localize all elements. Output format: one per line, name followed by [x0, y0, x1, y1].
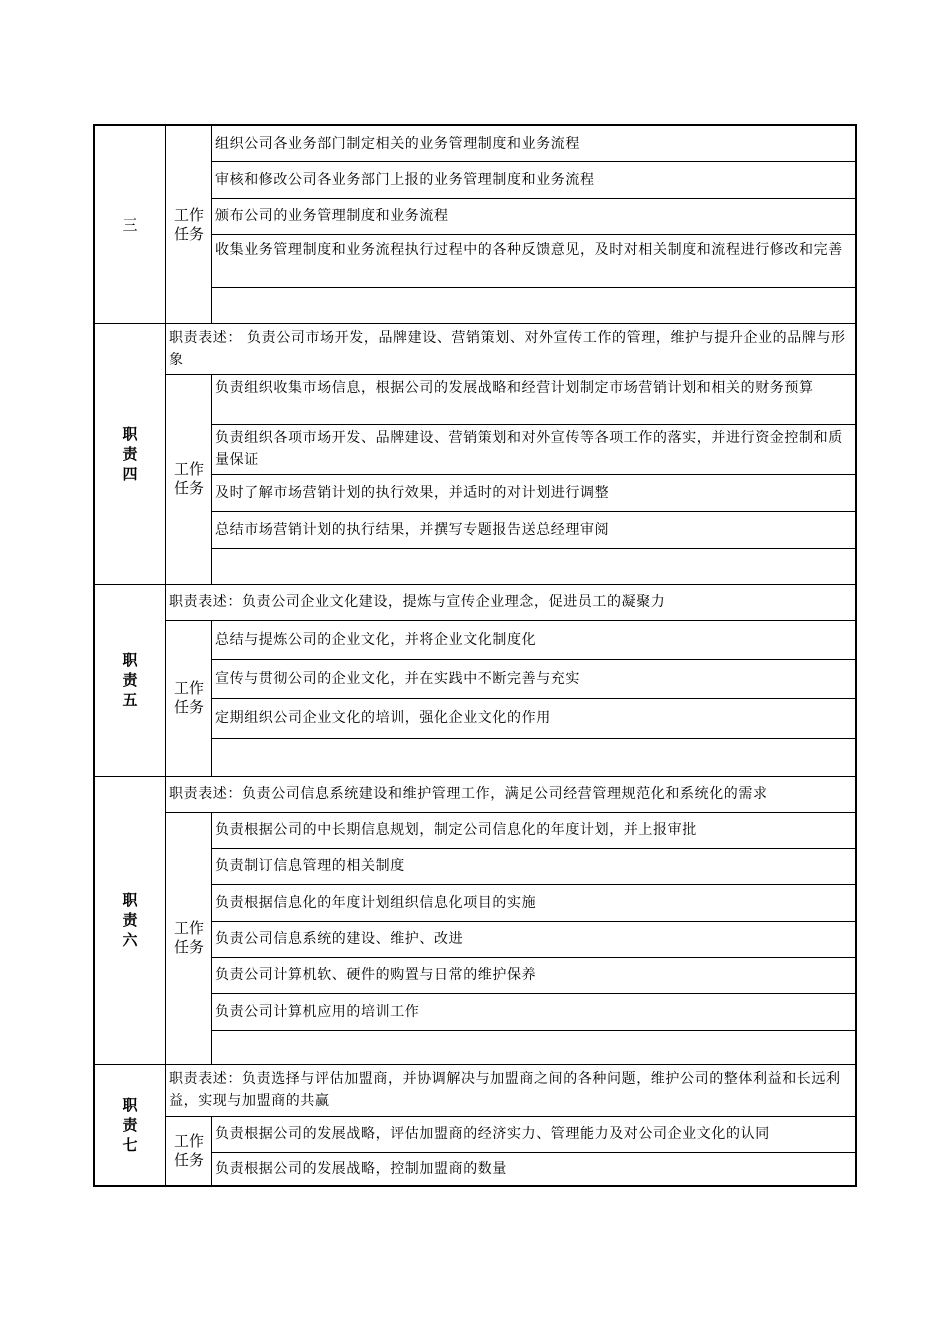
row-divider	[95, 776, 855, 777]
task-item: 负责根据公司的发展战略，评估加盟商的经济实力、管理能力及对公司企业文化的认同	[215, 1126, 770, 1142]
task-item: 定期组织公司企业文化的培训，强化企业文化的作用	[215, 710, 551, 726]
task-item: 及时了解市场营销计划的执行效果，并适时的对计划进行调整	[215, 484, 610, 501]
task-label: 工作 任务	[173, 460, 204, 497]
responsibility-statement: 职责表述： 负责公司市场开发，品牌建设、营销策划、对外宣传工作的管理，维护与提升企业的品牌与形象	[169, 329, 846, 368]
row-divider	[211, 424, 855, 425]
row-divider	[211, 1152, 855, 1153]
responsibility-table	[93, 124, 857, 1187]
task-item: 总结与提炼公司的企业文化，并将企业文化制度化	[215, 631, 537, 648]
task-item: 负责公司计算机软、硬件的购置与日常的维护保养	[215, 967, 537, 983]
row-divider	[165, 620, 855, 621]
task-item: 负责根据公司的中长期信息规划，制定公司信息化的年度计划，并上报审批	[215, 822, 697, 838]
task-item: 组织公司各业务部门制定相关的业务管理制度和业务流程	[215, 135, 580, 152]
task-item: 总结市场营销计划的执行结果，并撰写专题报告送总经理审阅	[215, 521, 610, 538]
row-divider	[211, 921, 855, 922]
row-divider	[95, 1064, 855, 1065]
task-item: 审核和修改公司各业务部门上报的业务管理制度和业务流程	[215, 171, 595, 188]
row-divider	[211, 698, 855, 699]
row-divider	[211, 1030, 855, 1031]
task-item: 负责根据公司的发展战略，控制加盟商的数量	[215, 1160, 507, 1177]
task-item: 负责制订信息管理的相关制度	[215, 858, 405, 874]
responsibility-statement: 职责表述：负责公司企业文化建设，提炼与宣传企业理念，促进员工的凝聚力	[169, 594, 666, 610]
task-item: 负责根据信息化的年度计划组织信息化项目的实施	[215, 894, 537, 911]
row-divider	[211, 848, 855, 849]
task-item: 宣传与贯彻公司的企业文化，并在实践中不断完善与充实	[215, 670, 580, 687]
section-number: 职 责 七	[122, 1095, 138, 1154]
row-divider	[211, 198, 855, 199]
row-divider	[165, 374, 855, 375]
column-divider	[165, 323, 166, 584]
section-number: 职 责 六	[122, 891, 138, 949]
row-divider	[211, 511, 855, 512]
row-divider	[211, 161, 855, 162]
section-number: 职 责 五	[122, 651, 138, 709]
row-divider	[211, 474, 855, 475]
responsibility-statement: 职责表述：负责选择与评估加盟商，并协调解决与加盟商之间的各种问题，维护公司的整体利益和长远利益，实现与加盟商的共赢	[169, 1071, 841, 1109]
row-divider	[95, 323, 855, 324]
row-divider	[95, 584, 855, 585]
task-item: 负责组织收集市场信息，根据公司的发展战略和经营计划制定市场营销计划和相关的财务预算	[215, 380, 814, 396]
task-label: 工作 任务	[173, 205, 204, 243]
task-item: 收集业务管理制度和业务流程执行过程中的各种反馈意见，及时对相关制度和流程进行修改和完善	[215, 241, 843, 258]
row-divider	[211, 993, 855, 994]
row-divider	[211, 957, 855, 958]
task-item: 负责组织各项市场开发、品牌建设、营销策划和对外宣传等各项工作的落实，并进行资金控制和质量保证	[215, 430, 843, 468]
section-number: 职 责 四	[122, 424, 138, 483]
row-divider	[211, 548, 855, 549]
row-divider	[165, 812, 855, 813]
section-number: 三	[122, 215, 138, 234]
task-item: 负责公司信息系统的建设、维护、改进	[215, 931, 464, 947]
row-divider	[165, 1116, 855, 1117]
responsibility-statement: 职责表述：负责公司信息系统建设和维护管理工作，满足公司经营管理规范化和系统化的需求	[169, 786, 768, 802]
row-divider	[211, 234, 855, 235]
row-divider	[211, 287, 855, 288]
row-divider	[211, 884, 855, 885]
task-label: 工作 任务	[173, 1131, 204, 1169]
task-label: 工作 任务	[173, 919, 204, 956]
row-divider	[211, 659, 855, 660]
row-divider	[211, 738, 855, 739]
task-label: 工作 任务	[173, 679, 204, 716]
task-item: 负责公司计算机应用的培训工作	[215, 1003, 420, 1020]
task-item: 颁布公司的业务管理制度和业务流程	[215, 208, 449, 224]
